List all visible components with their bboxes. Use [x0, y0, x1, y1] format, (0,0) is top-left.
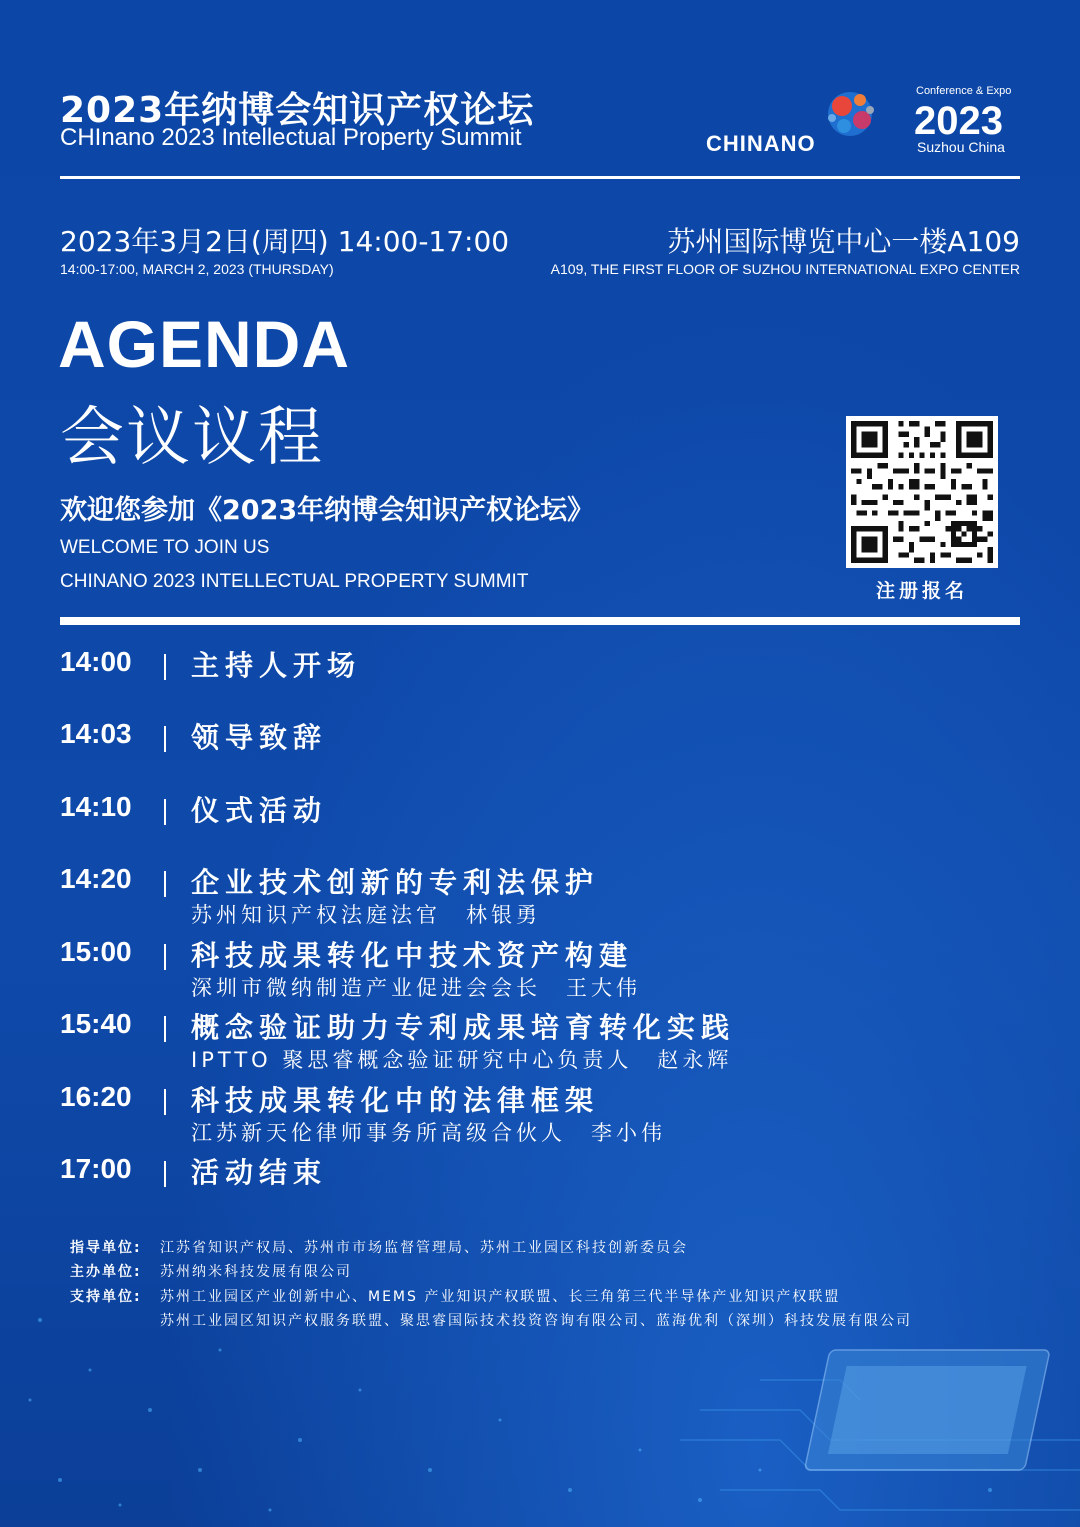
schedule-separator [164, 1161, 166, 1187]
guide-unit-label: 指导单位: [70, 1240, 142, 1256]
schedule-row [60, 936, 1020, 1006]
schedule-separator [164, 944, 166, 970]
support-unit-label: 支持单位: [70, 1289, 142, 1305]
schedule-speaker: IPTTO 聚思睿概念验证研究中心负责人 赵永辉 [191, 1048, 733, 1072]
schedule-time: 14:10 [60, 791, 132, 822]
header-divider [60, 176, 1020, 179]
summit-title-en: CHInano 2023 Intellectual Property Summit [60, 124, 522, 151]
schedule-separator [164, 654, 166, 680]
schedule-time: 14:03 [60, 718, 132, 749]
event-date-cn: 2023年3月2日(周四) 14:00-17:00 [60, 225, 510, 258]
host-unit [70, 1261, 352, 1281]
welcome-text-en-2: CHINANO 2023 INTELLECTUAL PROPERTY SUMMIT [60, 571, 529, 592]
schedule-topic: 仪式活动 [191, 794, 328, 827]
schedule-topic: 科技成果转化中的法律框架 [191, 1084, 600, 1117]
schedule-row [60, 646, 1020, 716]
guide-unit [70, 1237, 688, 1257]
schedule-row [60, 791, 1020, 861]
schedule-topic: 企业技术创新的专利法保护 [191, 866, 600, 899]
registration-qr-code[interactable] [846, 416, 998, 568]
agenda-divider [60, 617, 1020, 625]
agenda-heading-en: AGENDA [58, 307, 351, 381]
schedule-time: 16:20 [60, 1081, 132, 1112]
support-unit-value-1: 苏州工业园区产业创新中心、MEMS 产业知识产权联盟、长三角第三代半导体产业知识产权联盟 [160, 1289, 841, 1305]
event-date-en: 14:00-17:00, MARCH 2, 2023 (THURSDAY) [60, 261, 334, 277]
schedule-row [60, 1153, 1020, 1223]
schedule-row [60, 718, 1020, 788]
schedule-topic: 概念验证助力专利成果培育转化实践 [191, 1011, 736, 1044]
schedule-speaker: 苏州知识产权法庭法官 林银勇 [191, 903, 541, 927]
schedule-separator [164, 726, 166, 752]
schedule-speaker: 深圳市微纳制造产业促进会会长 王大伟 [191, 976, 641, 1000]
expo-subtitle: Conference & Expo [916, 85, 1012, 97]
summit-title-cn: 2023年纳博会知识产权论坛 [60, 90, 535, 131]
schedule-topic: 活动结束 [191, 1156, 328, 1189]
schedule-row [60, 863, 1020, 933]
schedule-separator [164, 871, 166, 897]
schedule-topic: 科技成果转化中技术资产构建 [191, 939, 634, 972]
schedule-row [60, 1008, 1020, 1078]
chinano-logo-icon [820, 84, 882, 144]
support-unit [70, 1286, 840, 1306]
schedule-time: 15:00 [60, 936, 132, 967]
event-venue-cn: 苏州国际博览中心一楼A109 [667, 225, 1020, 258]
schedule-topic: 领导致辞 [191, 721, 328, 754]
schedule-row [60, 1081, 1020, 1151]
schedule-time: 15:40 [60, 1008, 132, 1039]
schedule-speaker: 江苏新天伦律师事务所高级合伙人 李小伟 [191, 1121, 666, 1145]
schedule-separator [164, 799, 166, 825]
agenda-heading-cn: 会议议程 [60, 401, 324, 475]
schedule-topic: 主持人开场 [191, 649, 362, 682]
event-venue-en: A109, THE FIRST FLOOR OF SUZHOU INTERNATIONAL EXPO CENTER [550, 261, 1020, 277]
expo-year: 2023 [914, 99, 1003, 143]
host-unit-label: 主办单位: [70, 1264, 142, 1280]
support-unit-value-2: 苏州工业园区知识产权服务联盟、聚思睿国际技术投资咨询有限公司、蓝海优利（深圳）科技发展有限公司 [160, 1313, 912, 1329]
schedule-time: 14:20 [60, 863, 132, 894]
guide-unit-value: 江苏省知识产权局、苏州市市场监督管理局、苏州工业园区科技创新委员会 [160, 1240, 688, 1256]
welcome-text-cn: 欢迎您参加《2023年纳博会知识产权论坛》 [60, 495, 595, 526]
chinano-logo-text: CHINANO [706, 131, 816, 156]
schedule-separator [164, 1016, 166, 1042]
welcome-text-en-1: WELCOME TO JOIN US [60, 537, 270, 558]
qr-code-icon [846, 416, 998, 568]
expo-city: Suzhou China [917, 139, 1005, 155]
schedule-time: 17:00 [60, 1153, 132, 1184]
qr-register-label[interactable]: 注册报名 [875, 580, 968, 602]
host-unit-value: 苏州纳米科技发展有限公司 [160, 1264, 352, 1280]
schedule-separator [164, 1089, 166, 1115]
schedule-time: 14:00 [60, 646, 132, 677]
